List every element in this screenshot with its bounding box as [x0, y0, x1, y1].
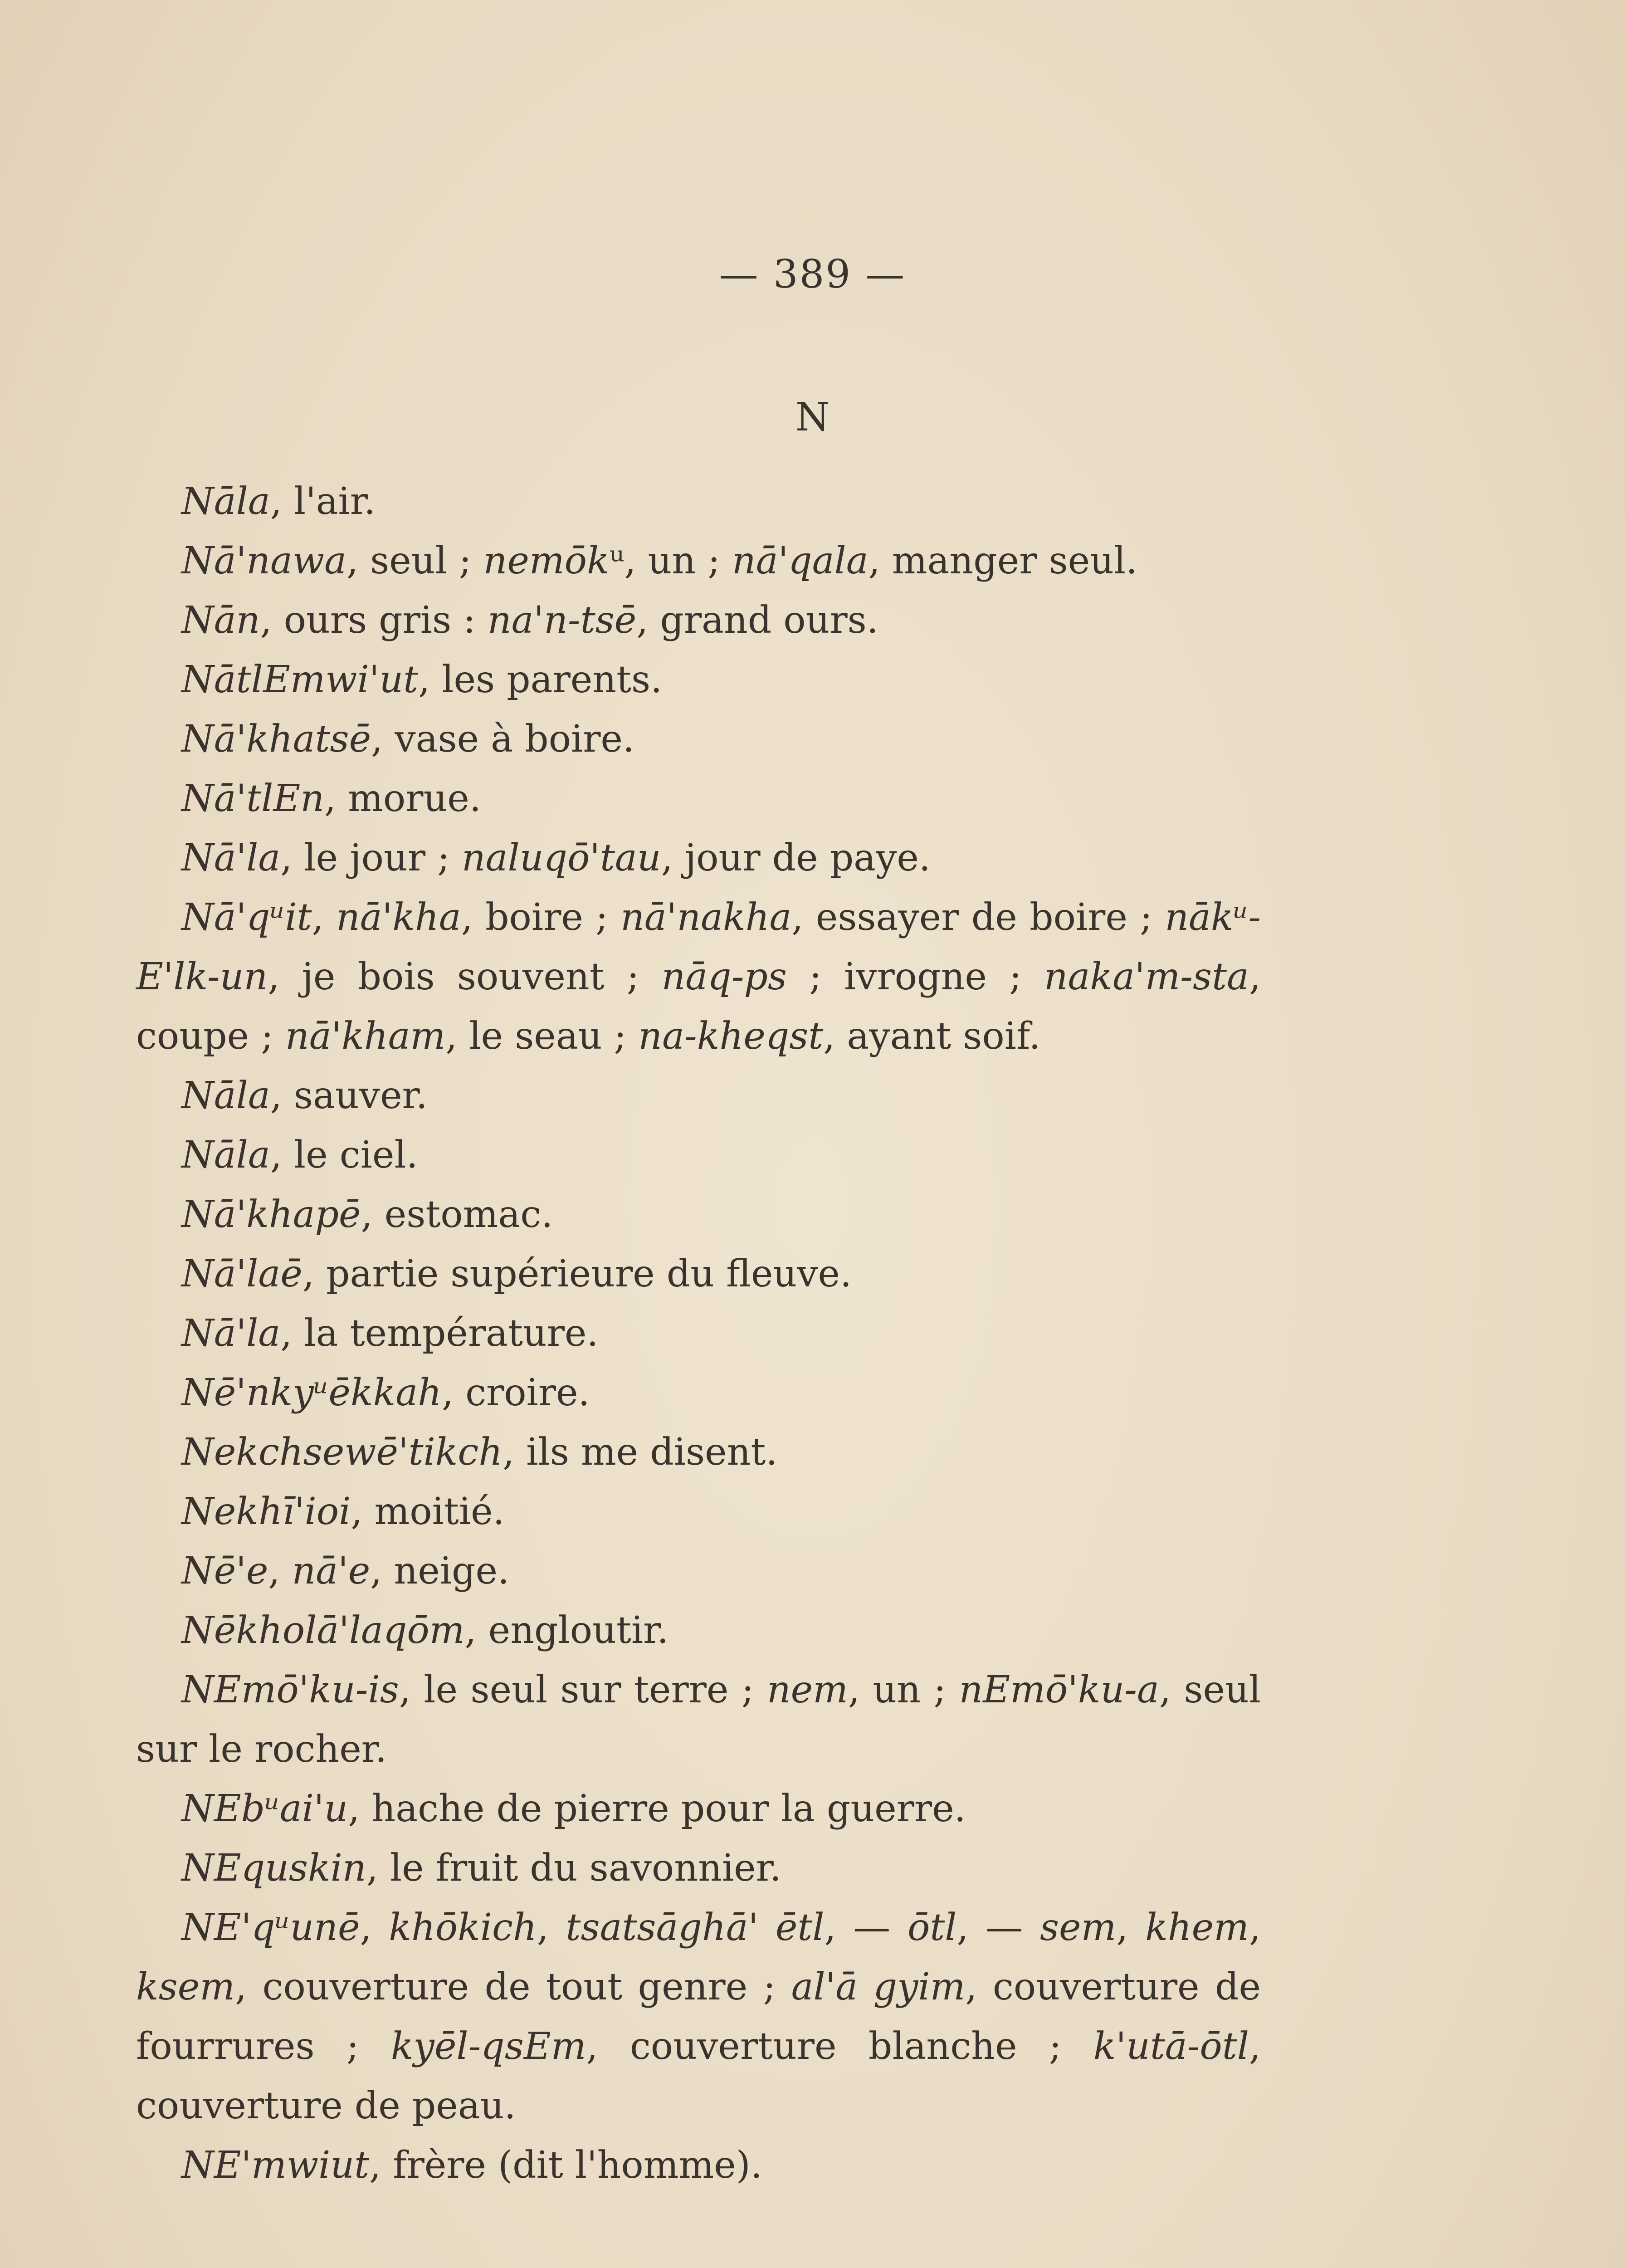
dictionary-entry: [136, 828, 1261, 888]
native-term: na-kheqst: [638, 1015, 824, 1058]
definition-text: , manger seul.: [868, 539, 1138, 582]
definition-text: , un ;: [848, 1668, 959, 1711]
headword: NātlEmwi'ut: [181, 658, 419, 701]
dictionary-entry: [136, 1422, 1261, 1482]
dictionary-entry: [136, 1244, 1261, 1304]
dictionary-entry: [136, 1363, 1261, 1422]
native-term: naluqō'tau: [461, 836, 661, 880]
definition-text: , couverture de peau.: [136, 2025, 1273, 2127]
dictionary-entry: [136, 2136, 1261, 2195]
definition-text: , sauver.: [270, 1074, 428, 1117]
headword: Nā'khapē: [181, 1193, 361, 1236]
headword: Nā'nawa: [181, 539, 346, 582]
dictionary-entry: [136, 1838, 1261, 1898]
definition-text: , engloutir.: [464, 1609, 669, 1652]
headword: Nāla: [181, 1134, 270, 1177]
native-term: nem: [766, 1668, 848, 1711]
definition-text: , moitié.: [351, 1490, 505, 1533]
definition-text: ; ivrogne ;: [787, 955, 1044, 998]
native-term: tsatsāghā': [566, 1906, 759, 1949]
dictionary-entry: [136, 888, 1273, 1066]
dictionary-entry: [136, 472, 1261, 531]
definition-text: , hache de pierre pour la guerre.: [348, 1787, 966, 1830]
definition-text: ,: [537, 1906, 566, 1949]
definition-text: ,: [268, 1549, 292, 1593]
definition-text: , croire.: [441, 1371, 590, 1414]
headword: NEquskin: [181, 1847, 366, 1890]
native-term: nā'kham: [285, 1015, 446, 1058]
dictionary-entry: [136, 709, 1261, 769]
native-term: kyēl-qsEm: [390, 2025, 586, 2068]
definition-text: , estomac.: [361, 1193, 553, 1236]
native-term: nā'qala: [732, 539, 869, 582]
headword: Nā'tlEn: [181, 777, 325, 820]
definition-text: , le seul sur terre ;: [399, 1668, 767, 1711]
definition-text: , seul ;: [346, 539, 483, 582]
dictionary-entry: [136, 1304, 1261, 1363]
definition-text: , neige.: [370, 1549, 510, 1593]
definition-text: ,: [360, 1906, 389, 1949]
definition-text: , morue.: [324, 777, 481, 820]
definition-text: , —: [824, 1906, 908, 1949]
definition-text: [758, 1906, 776, 1949]
definition-text: ,: [1249, 1906, 1273, 1949]
native-term: k'utā-ōtl: [1093, 2025, 1249, 2068]
native-term: nemōk: [483, 539, 610, 582]
definition-text: , grand ours.: [636, 599, 878, 642]
dictionary-entry: [136, 1066, 1261, 1125]
native-term: ētl: [775, 1906, 825, 1949]
headword: Nē'e: [181, 1549, 268, 1593]
definition-text: , partie supérieure du fleuve.: [302, 1252, 852, 1295]
native-term: nā'e: [292, 1549, 371, 1593]
dictionary-entry: [136, 1898, 1273, 2136]
headword: NEmō'ku-is: [181, 1668, 399, 1711]
dictionary-entry: [136, 1185, 1261, 1244]
definition-text: , seul sur le rocher.: [136, 1668, 1273, 1771]
dictionary-entry: [136, 1779, 1261, 1838]
definition-text: , les parents.: [418, 658, 663, 701]
headword: NE'qᵘunē: [181, 1906, 360, 1949]
dictionary-entry: [136, 1482, 1261, 1541]
definition-text: , vase à boire.: [371, 718, 634, 761]
native-term: khem: [1145, 1906, 1249, 1949]
definition-text: , la température.: [280, 1312, 599, 1355]
native-term: nā'kha: [336, 896, 461, 939]
definition-text: ,: [312, 896, 336, 939]
native-term: sem: [1039, 1906, 1117, 1949]
headword: Nekchsewē'tikch: [181, 1431, 503, 1474]
headword: Nā'qᵘit: [181, 896, 312, 939]
definition-text: , —: [956, 1906, 1040, 1949]
native-term: na'n-tsē: [487, 599, 637, 642]
dictionary-entry: [136, 1125, 1261, 1185]
headword: Nā'la: [181, 836, 281, 880]
definition-text: , boire ;: [461, 896, 621, 939]
headword: Nekhī'ioi: [181, 1490, 351, 1533]
entry-list: [136, 472, 1273, 2195]
dictionary-entry: [136, 1601, 1261, 1660]
headword: NE'mwiut: [181, 2144, 370, 2187]
native-term: nā'nakha: [620, 896, 792, 939]
native-term: ōtl: [907, 1906, 957, 1949]
headword: Nēkholā'laqōm: [181, 1609, 465, 1652]
definition-text: , couverture de fourrures ;: [136, 1965, 1273, 2068]
dictionary-entry: [136, 769, 1261, 828]
native-term: khōkich: [389, 1906, 537, 1949]
headword: Nē'nkyᵘēkkah: [181, 1371, 442, 1414]
headword: Nān: [181, 599, 260, 642]
section-letter: N: [795, 395, 830, 440]
definition-text: , ils me disent.: [503, 1431, 778, 1474]
native-term: ksem: [136, 1965, 235, 2009]
definition-text: , le jour ;: [280, 836, 462, 880]
definition-text: , l'air.: [270, 480, 376, 523]
native-term: naka'm-sta: [1044, 955, 1249, 998]
headword: NEbᵘai'u: [181, 1787, 348, 1830]
definition-text: , le fruit du savonnier.: [366, 1847, 781, 1890]
definition-text: , le ciel.: [270, 1134, 418, 1177]
definition-text: ,: [1116, 1906, 1146, 1949]
definition-text: , couverture blanche ;: [586, 2025, 1093, 2068]
definition-text: , ayant soif.: [823, 1015, 1041, 1058]
page-number: — 389 —: [719, 252, 906, 297]
dictionary-entry: [136, 531, 1261, 591]
headword: Nā'laē: [181, 1252, 303, 1295]
headword: Nā'la: [181, 1312, 281, 1355]
definition-text: , un ;: [624, 539, 732, 582]
native-term: nākᵘ-E'lk-un: [136, 896, 1261, 998]
native-term: nāq-ps: [661, 955, 787, 998]
definition-text: , ours gris :: [260, 599, 488, 642]
definition-text: , frère (dit l'homme).: [369, 2144, 762, 2187]
definition-text: , je bois souvent ;: [268, 955, 662, 998]
headword: Nā'khatsē: [181, 718, 371, 761]
native-term: nEmō'ku-a: [959, 1668, 1159, 1711]
headword: Nāla: [181, 480, 270, 523]
definition-text: , le seau ;: [445, 1015, 639, 1058]
dictionary-entry: [136, 1660, 1273, 1779]
definition-text: ᵘ: [609, 539, 625, 582]
headword: Nāla: [181, 1074, 270, 1117]
definition-text: , couverture de tout genre ;: [235, 1965, 791, 2009]
dictionary-entry: [136, 650, 1261, 709]
dictionary-entry: [136, 591, 1261, 650]
native-term: al'ā gyim: [791, 1965, 966, 2009]
definition-text: , jour de paye.: [661, 836, 931, 880]
definition-text: , coupe ;: [136, 955, 1273, 1058]
dictionary-entry: [136, 1541, 1261, 1601]
definition-text: , essayer de boire ;: [791, 896, 1165, 939]
